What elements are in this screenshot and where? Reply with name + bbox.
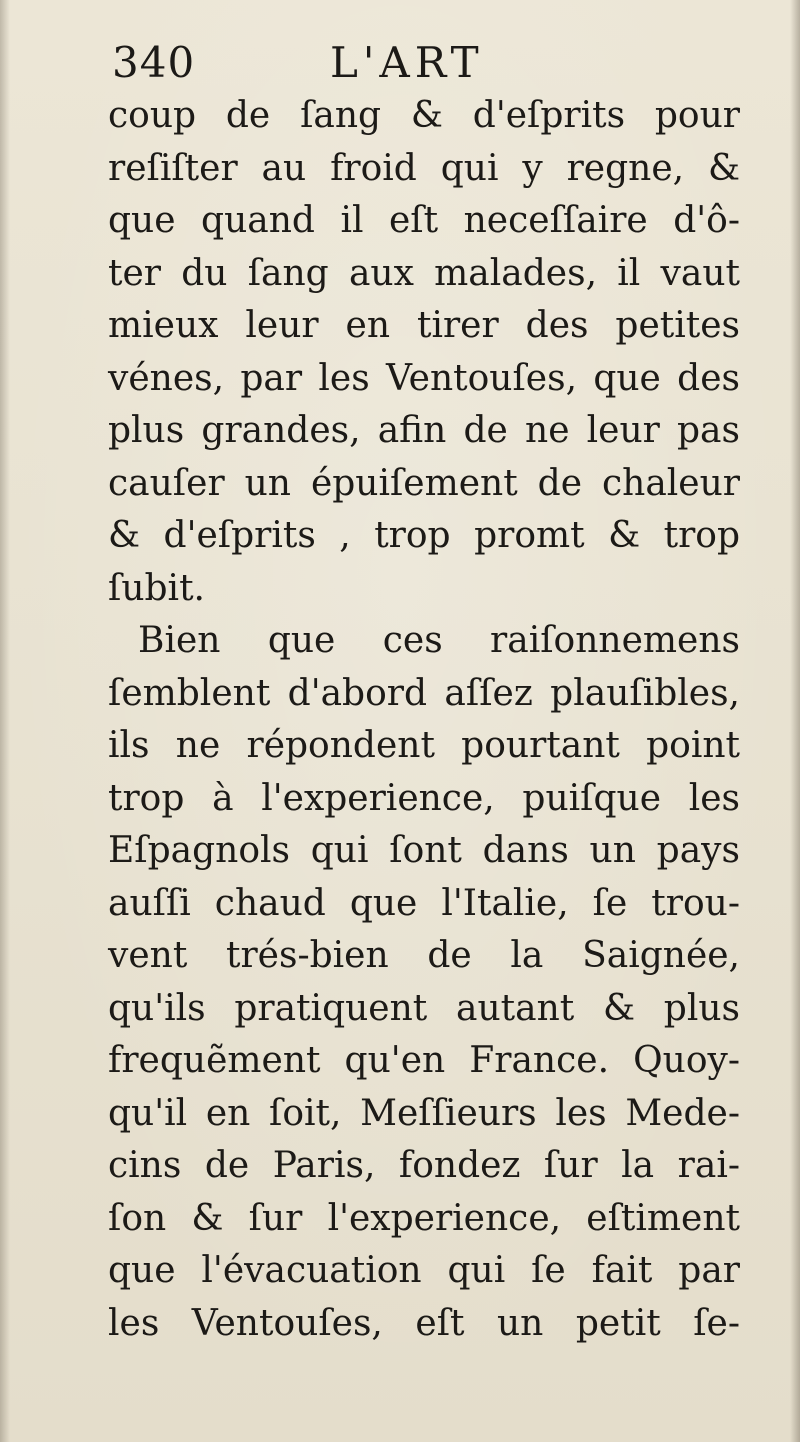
text-line: ils ne répondent pourtant point (108, 725, 740, 766)
text-line: cauſer un épuiſement de chaleur (108, 462, 740, 504)
text-line: auſſi chaud que l'Italie, ſe trou- (108, 882, 740, 924)
running-head: L'ART (330, 38, 484, 87)
text-line: que quand il eſt neceſſaire d'ô- (108, 200, 740, 241)
text-line: frequẽment qu'en France. Quoy- (108, 1040, 740, 1081)
text-line: trop à l'experience, puiſque les (108, 777, 740, 819)
text-line: ter du ſang aux malades, il vaut (108, 252, 740, 294)
text-line: qu'il en ſoit, Meſſieurs les Mede- (108, 1092, 740, 1134)
text-line: Eſpagnols qui ſont dans un pays (108, 830, 740, 871)
page-edge-shadow-left (0, 0, 10, 1442)
text-line: vénes, par les Ventouſes, que des (108, 357, 740, 399)
text-line: que l'évacuation qui ſe fait par (108, 1250, 740, 1291)
text-line: plus grandes, afin de ne leur pas (108, 410, 740, 451)
text-line: ſon & ſur l'experience, eſtiment (108, 1197, 740, 1239)
text-line: vent trés-bien de la Saignée, (108, 935, 740, 976)
page-number: 340 (112, 38, 196, 87)
text-line: reſiſter au froid qui y regne, & (108, 147, 740, 189)
text-line: les Ventouſes, eſt un petit ſe- (108, 1302, 740, 1344)
text-line: & d'eſprits , trop promt & trop (108, 515, 740, 556)
text-line: ſemblent d'abord aſſez plauſibles, (108, 672, 740, 714)
page-header (112, 38, 720, 98)
page-edge-shadow-right (790, 0, 800, 1442)
text-line: mieux leur en tirer des petites (108, 305, 740, 346)
text-line: qu'ils pratiquent autant & plus (108, 987, 740, 1029)
body-text (108, 90, 740, 1350)
text-line: ſubit. (108, 567, 205, 609)
text-line: coup de ſang & d'eſprits pour (108, 95, 740, 136)
text-line: cins de Paris, fondez ſur la rai- (108, 1145, 740, 1186)
paragraph-start-line: Bien que ces raiſonnemens (138, 620, 740, 661)
